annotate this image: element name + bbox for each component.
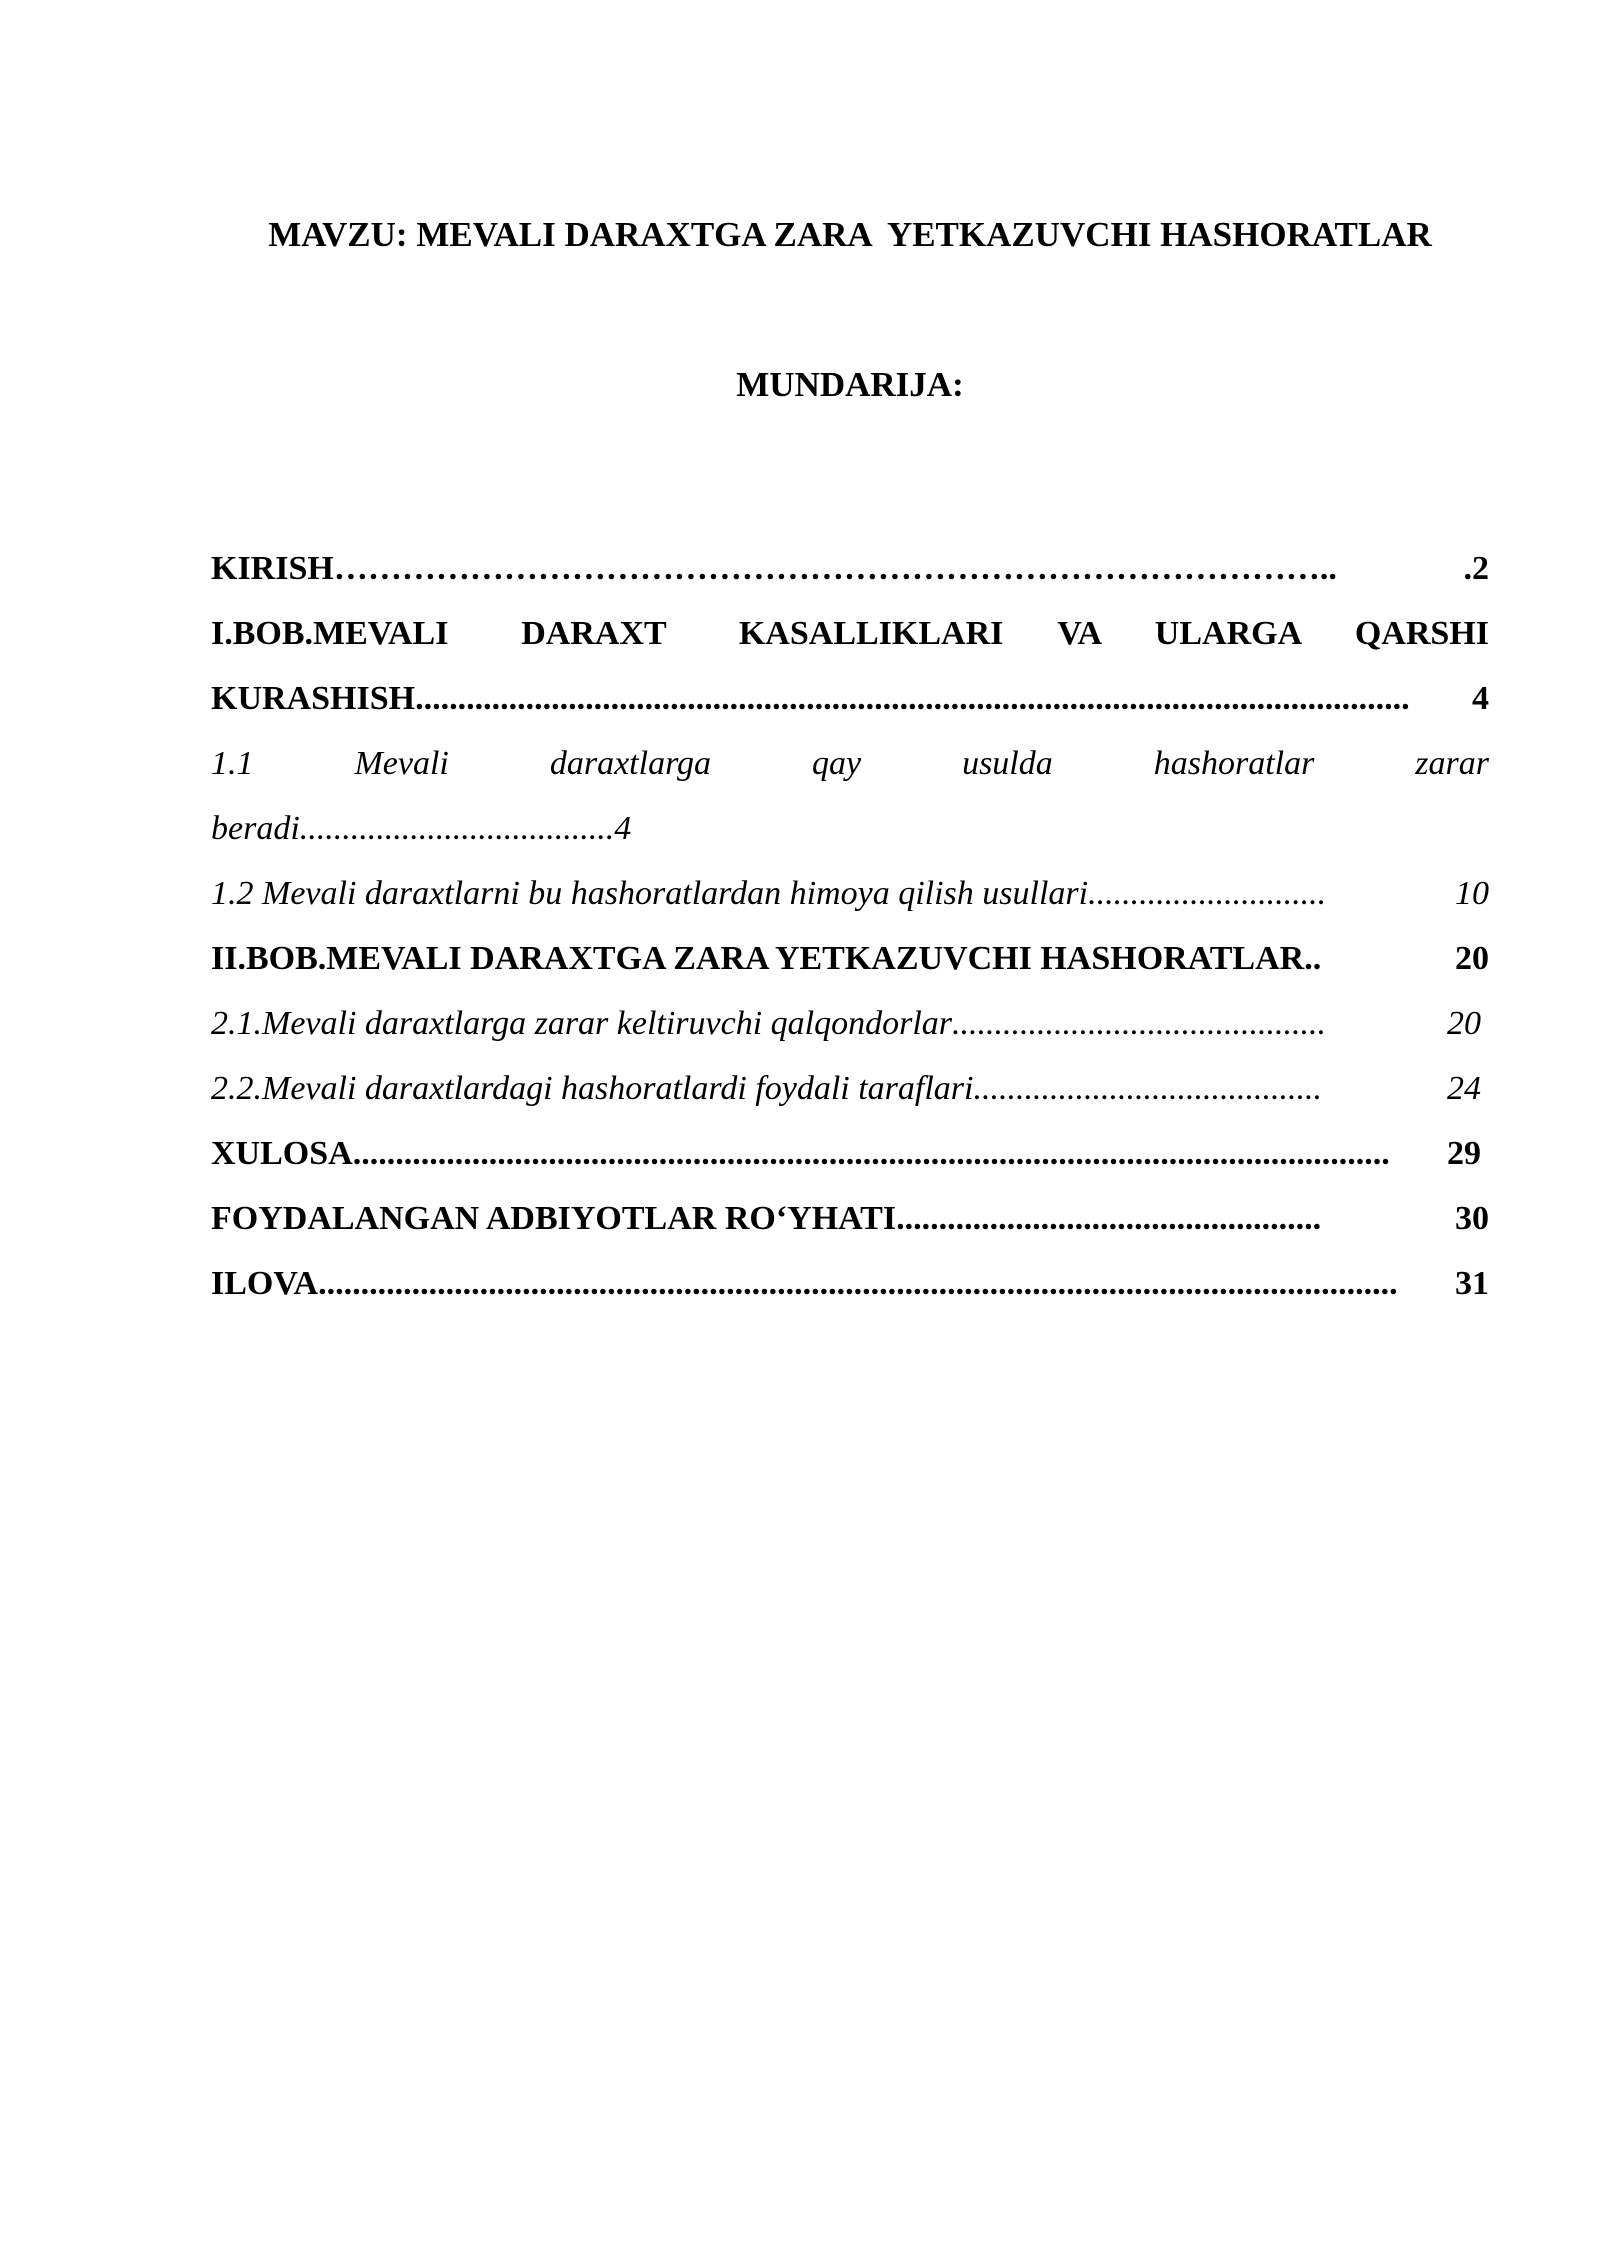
toc-leader-dots: .. (1304, 940, 1322, 977)
toc-entry-xulosa (211, 1121, 1481, 1186)
toc-page-number: 31 (1455, 1265, 1489, 1302)
toc-leader-dots: ..................................................................................................................... (415, 680, 1410, 717)
toc-page-number: 30 (1455, 1200, 1489, 1237)
toc-entry-1-2 (211, 861, 1489, 926)
toc-page-number: 20 (1455, 940, 1489, 977)
toc-entry-title: KURASHISH (211, 680, 416, 717)
toc-page-number: 10 (1455, 875, 1489, 912)
toc-leader-dots: .................................................. (896, 1200, 1322, 1237)
toc-leader-dots: ............................ (1088, 875, 1327, 912)
toc-entry-title: 2.2.Mevali daraxtlardagi hashoratlardi foydali taraflari (211, 1070, 974, 1107)
toc-entry-1-1-line1: 1.1 Mevali daraxtlarga qay usulda hashoratlar zarar (211, 745, 1489, 782)
toc-entry-title: II.BOB.MEVALI DARAXTGA ZARA YETKAZUVCHI HASHORATLAR (211, 940, 1305, 977)
toc-entry-bob1-line2 (211, 666, 1489, 731)
toc-page-number: 24 (1447, 1070, 1481, 1107)
toc-page-number: .2 (1463, 550, 1489, 587)
document-title (211, 110, 1489, 510)
toc-entry-kirish (211, 536, 1489, 601)
toc-entry-bob2 (211, 926, 1489, 991)
toc-entry-title: 1.2 Mevali daraxtlarni bu hashoratlardan himoya qilish usullari (211, 875, 1089, 912)
toc-entry-2-2 (211, 1056, 1481, 1121)
title-topic: MAVZU: MEVALI DARAXTGA ZARA YETKAZUVCHI HASHORATLAR (268, 215, 1432, 254)
toc-entry-ilova (211, 1251, 1489, 1316)
toc-leader-dots: ............................................................................................................................... (318, 1265, 1398, 1302)
toc-entry-title: KIRISH (211, 550, 334, 587)
toc-entry-foydalangan-adabiyotlar (211, 1186, 1489, 1251)
toc-entry-2-1 (211, 991, 1481, 1056)
toc-leader-dots: ......................................... (973, 1070, 1322, 1107)
toc-page-number: 4 (1472, 680, 1489, 717)
toc-entry-title: ILOVA (211, 1265, 319, 1302)
document-content (211, 110, 1489, 1316)
table-of-contents (211, 536, 1489, 1316)
toc-leader-dots: .......................................................................................................................... (352, 1135, 1390, 1172)
toc-page-number: 29 (1447, 1135, 1481, 1172)
toc-entry-bob1-line1: I.BOB.MEVALI DARAXT KASALLIKLARI VA ULARGA QARSHI (211, 615, 1489, 652)
toc-leader-dots: ............................................ (952, 1005, 1327, 1042)
toc-leader-dots: …………………………………………………………………………….. (333, 550, 1337, 587)
toc-entry-1-1-line2: beradi.....................................4 (211, 810, 632, 847)
toc-entry-title: FOYDALANGAN ADBIYOTLAR RO‘YHATI (211, 1200, 897, 1237)
toc-entry-title: 2.1.Mevali daraxtlarga zarar keltiruvchi qalqondorlar (211, 1005, 953, 1042)
title-contents-heading: MUNDARIJA: (736, 365, 964, 404)
toc-page-number: 20 (1447, 1005, 1481, 1042)
toc-entry-title: XULOSA (211, 1135, 353, 1172)
